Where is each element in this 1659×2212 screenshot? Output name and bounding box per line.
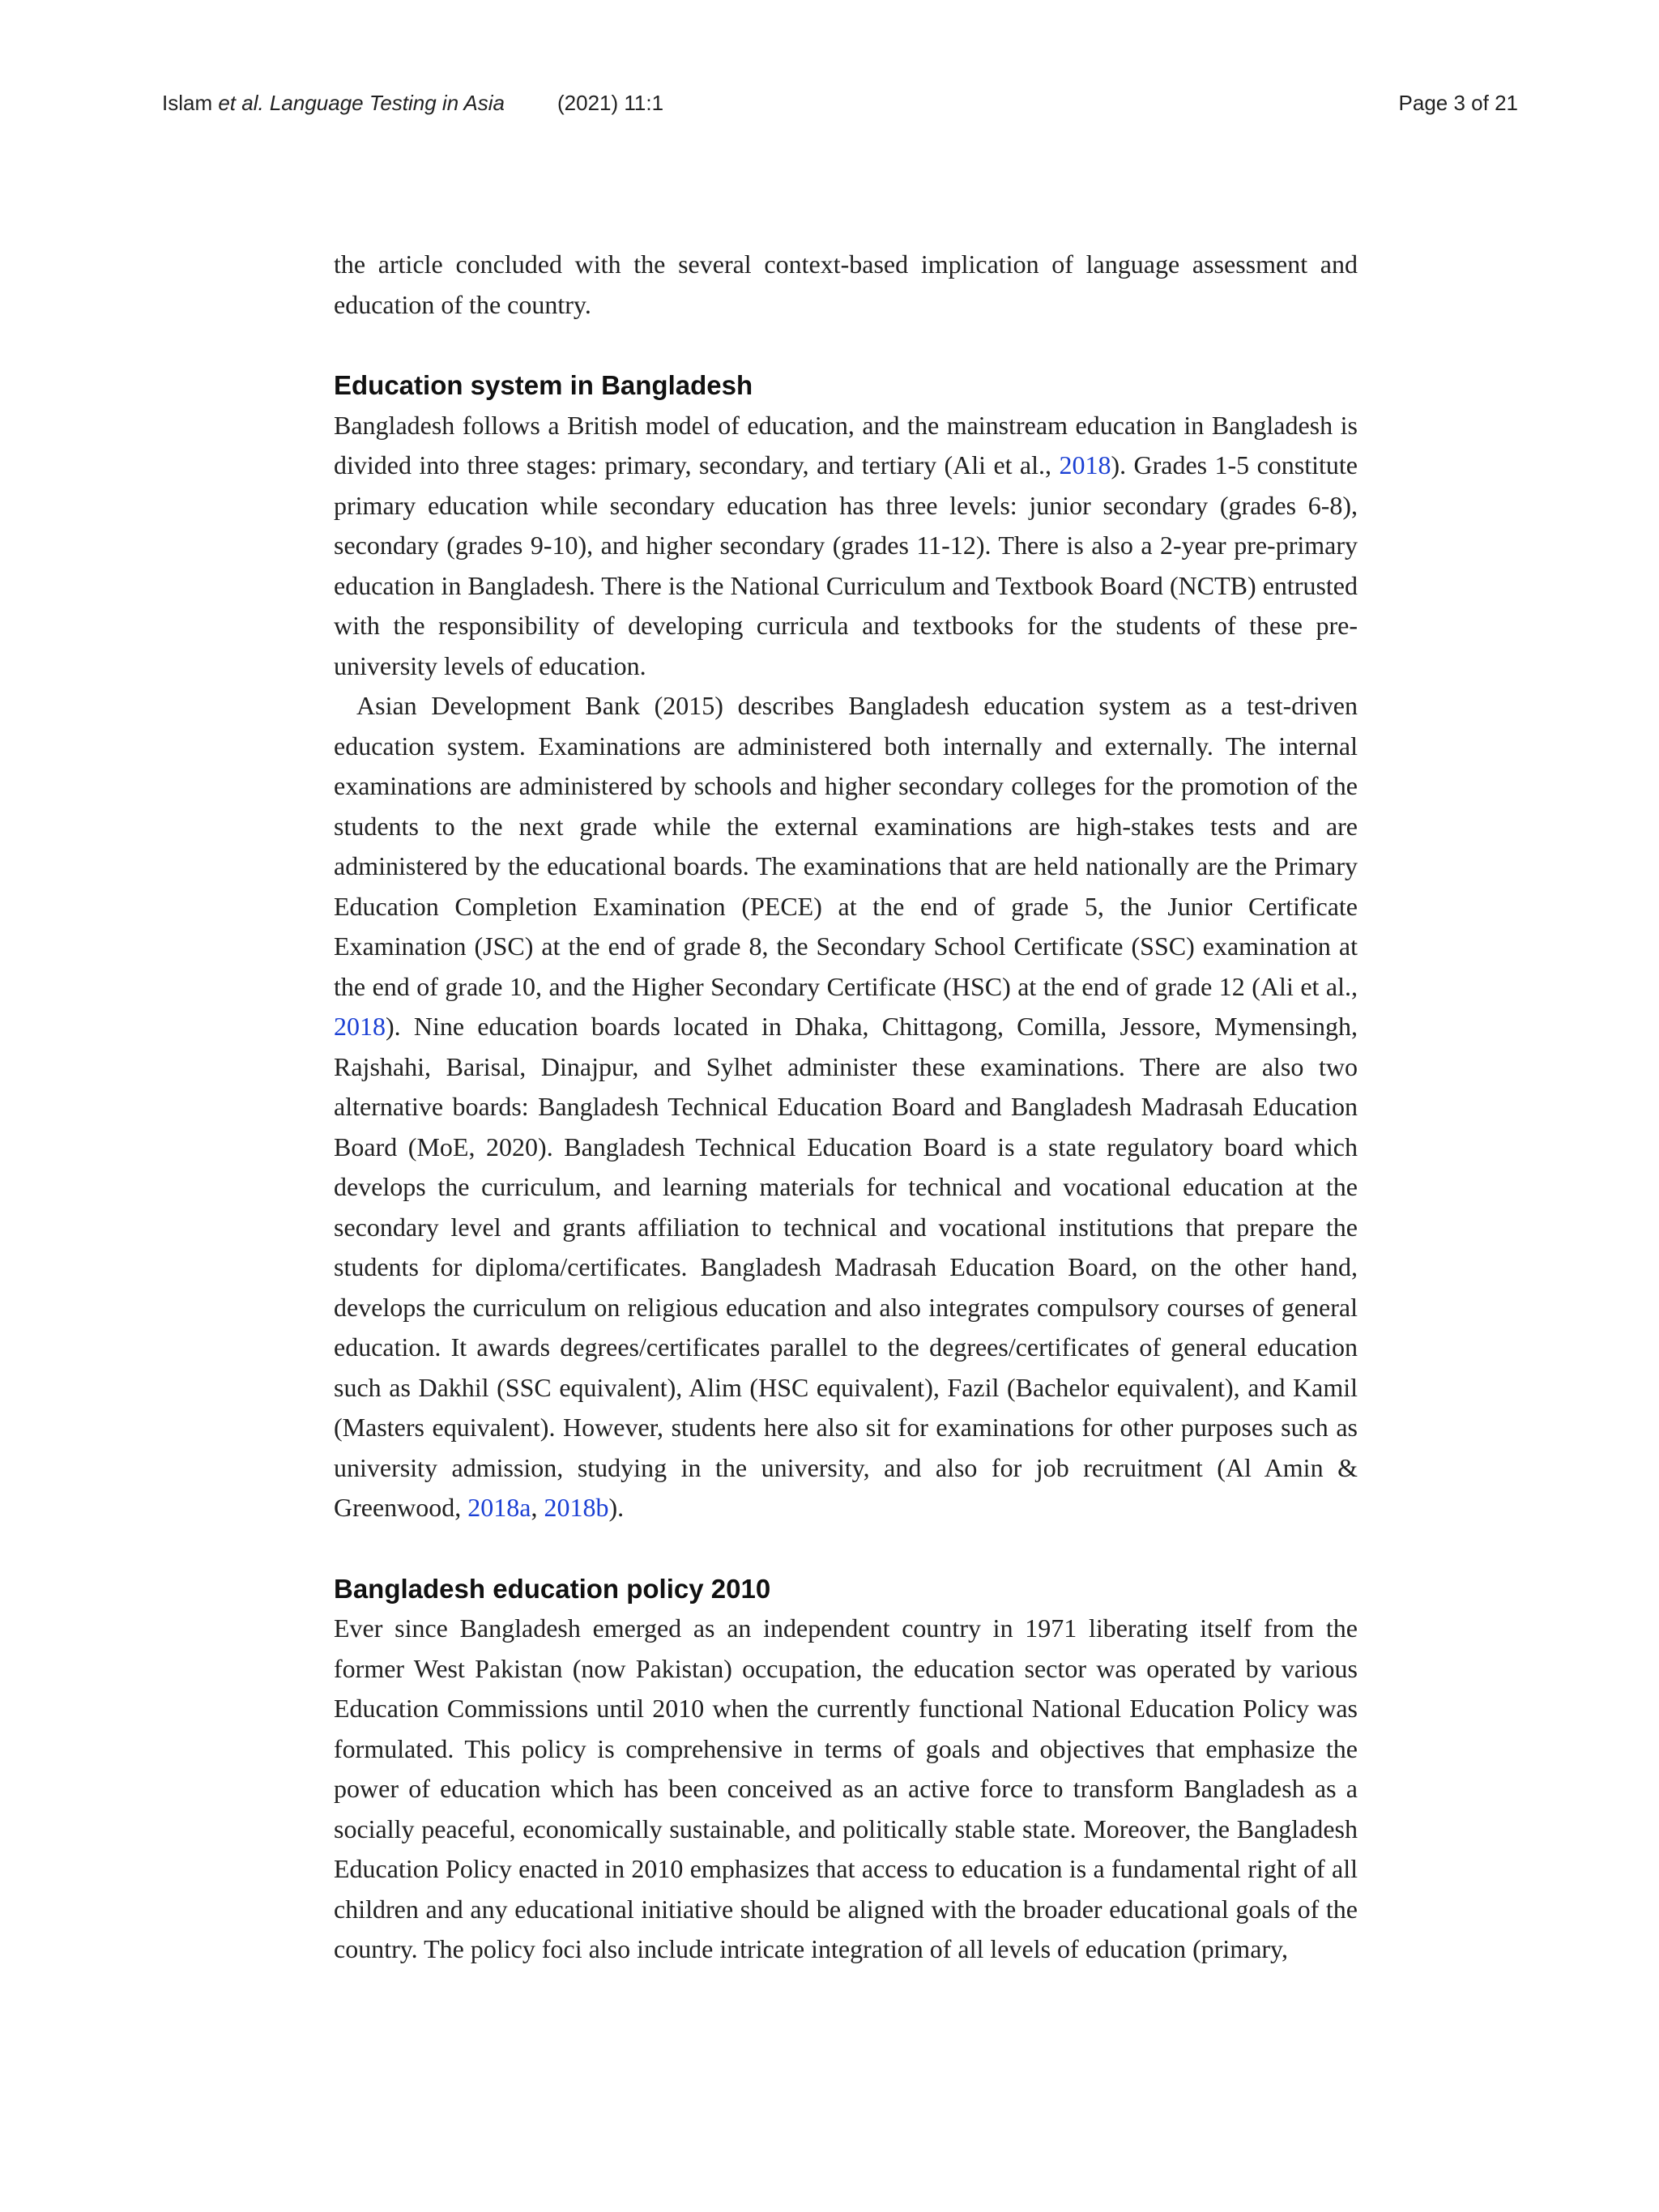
citation-link[interactable]: 2018 — [1059, 450, 1111, 479]
paragraph — [334, 406, 1358, 687]
text-run: Asian Development Bank (2015) describes Bangladesh education system as a test-driven education system. Examinations are administered both internally and externally. The internal examinations are administered by schools and higher secondary colleges for the promotion of the students to the next grade while the external examinations are high-stakes tests and are administered by the educational boards. The examinations that are held nationally are the Primary Education Completion Examination (PECE) at the end of grade 5, the Junior Certificate Examination (JSC) at the end of grade 8, the Secondary School Certificate (SSC) examination at the end of grade 10, and the Higher Secondary Certificate (HSC) at the end of grade 12 (Ali et al., — [334, 691, 1358, 1001]
text-run: Bangladesh follows a British model of education, and the mainstream education in Bangladesh is divided into three stages: primary, secondary, and tertiary (Ali et al., — [334, 410, 1358, 479]
text-run: ). — [608, 1493, 625, 1522]
page-number: Page 3 of 21 — [1398, 91, 1518, 115]
intro-paragraph: the article concluded with the several context-based implication of language assessment and education of the country. — [334, 249, 1358, 319]
paragraph — [334, 686, 1358, 1528]
text-run: ). Grades 1-5 constitute primary education while secondary education has three levels: junior secondary (grades 6-8), secondary (grades 9-10), and higher secondary (grades 11-12). There is also a 2-year pre-primary education in Bangladesh. There is the National Curriculum and Textbook Board (NCTB) entrusted with the responsibility of developing curricula and textbooks for the students of these pre-university levels of education. — [334, 450, 1358, 680]
header-year-volume: (2021) 11:1 — [557, 91, 664, 115]
text-run: ). Nine education boards located in Dhaka, Chittagong, Comilla, Jessore, Mymensingh, Rajshahi, Barisal, Dinajpur, and Sylhet administer these examinations. There are also two alternative boards: Bangladesh Technical Education Board and Bangladesh Madrasah Education Board (MoE, 2020). Bangladesh Technical Education Board is a state regulatory board which develops the curriculum, and learning materials for technical and vocational education at the secondary level and grants affiliation to technical and vocational institutions that prepare the students for diploma/certificates. Bangladesh Madrasah Education Board, on the other hand, develops the curriculum on religious education and also integrates compulsory courses of general education. It awards degrees/certificates parallel to the degrees/certificates of general education such as Dakhil (SSC equivalent), Alim (HSC equivalent), Fazil (Bachelor equivalent), and Kamil (Masters equivalent). However, students here also sit for examinations for other purposes such as university admission, studying in the university, and also for job recruitment (Al Amin & Greenwood, — [334, 1012, 1358, 1522]
running-header — [162, 91, 1518, 123]
section-heading-education-policy: Bangladesh education policy 2010 — [334, 1573, 771, 1604]
paragraph: Ever since Bangladesh emerged as an independent country in 1971 liberating itself from the former West Pakistan (now Pakistan) occupation, the education sector was operated by various Education Commissions until 2010 when the currently functional National Education Policy was formulated. This policy is comprehensive in terms of goals and objectives that emphasize the power of education which has been conceived as an active force to transform Bangladesh as a socially peaceful, economically sustainable, and politically stable state. Moreover, the Bangladesh Education Policy enacted in 2010 emphasizes that access to education is a fundamental right of all children and any educational initiative should be aligned with the broader educational goals of the country. The policy foci also include intricate integration of all levels of education (primary, — [334, 1613, 1358, 1963]
citation-link[interactable]: 2018b — [544, 1493, 609, 1522]
citation-link[interactable]: 2018 — [334, 1012, 386, 1041]
citation-link[interactable]: 2018a — [467, 1493, 531, 1522]
header-journal: et al. Language Testing in Asia — [218, 91, 505, 115]
text-run: , — [531, 1493, 544, 1522]
header-authors-plain: Islam — [162, 91, 219, 115]
article-body — [334, 245, 1358, 1970]
section-heading-education-system: Education system in Bangladesh — [334, 370, 753, 400]
header-authors — [162, 91, 505, 116]
